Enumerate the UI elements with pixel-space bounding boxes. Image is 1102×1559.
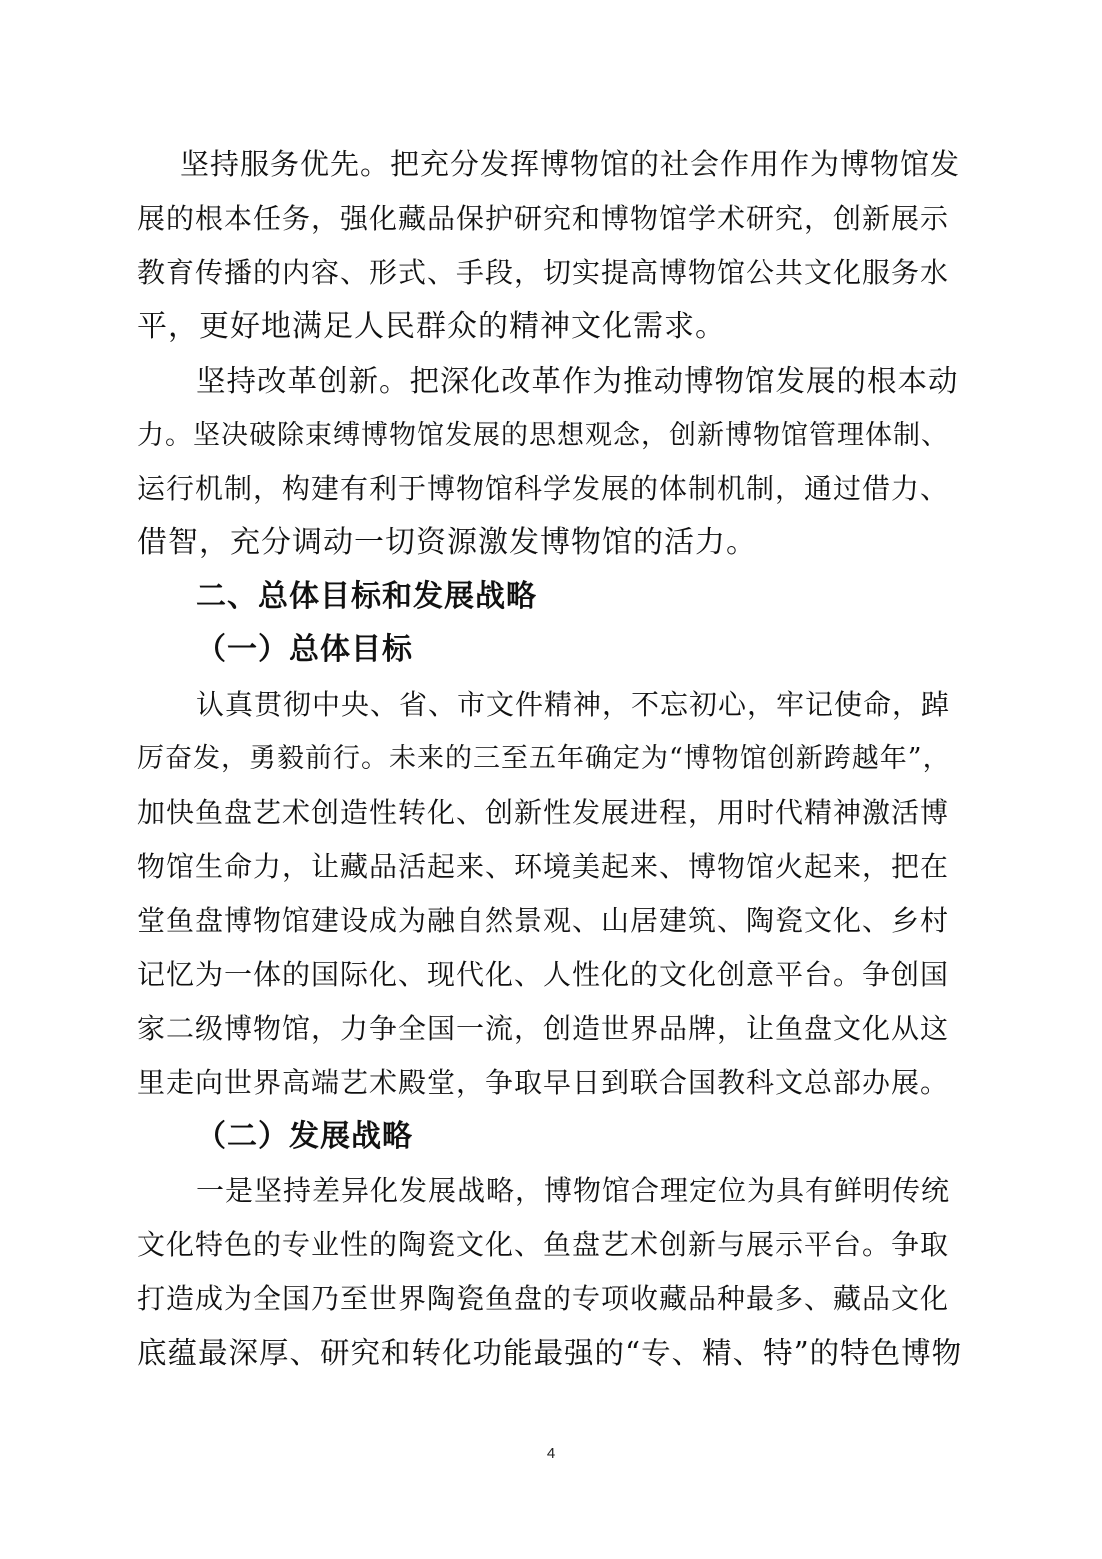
paragraph-line: 文化特色的专业性的陶瓷文化、鱼盘艺术创新与展示平台。争取 [137,1228,950,1261]
paragraph-line: 运行机制，构建有利于博物馆科学发展的体制机制，通过借力、 [137,472,950,505]
paragraph-line: 平，更好地满足人民群众的精神文化需求。 [137,309,726,344]
section-heading: 二、总体目标和发展战略 [196,579,537,614]
paragraph-line: 底蕴最深厚、研究和转化功能最强的“专、精、特”的特色博物 [137,1336,963,1370]
paragraph-line: 借智，充分调动一切资源激发博物馆的活力。 [137,525,757,560]
subsection-heading: （二）发展战略 [196,1119,413,1154]
paragraph-line: 堂鱼盘博物馆建设成为融自然景观、山居建筑、陶瓷文化、乡村 [137,904,950,937]
paragraph-line: 一是坚持差异化发展战略，博物馆合理定位为具有鲜明传统 [196,1174,951,1207]
paragraph-line: 里走向世界高端艺术殿堂，争取早日到联合国教科文总部办展。 [137,1066,950,1099]
paragraph-line: 教育传播的内容、形式、手段，切实提高博物馆公共文化服务水 [137,256,950,289]
paragraph-line: 坚持服务优先。把充分发挥博物馆的社会作用作为博物馆发 [180,147,961,181]
paragraph-line: 坚持改革创新。把深化改革作为推动博物馆发展的根本动 [196,364,959,398]
paragraph-line: 展的根本任务，强化藏品保护研究和博物馆学术研究，创新展示 [137,202,950,235]
paragraph-line: 加快鱼盘艺术创造性转化、创新性发展进程，用时代精神激活博 [137,796,950,829]
paragraph-line: 力。坚决破除束缚博物馆发展的思想观念，创新博物馆管理体制、 [137,420,949,451]
paragraph-line: 厉奋发，勇毅前行。未来的三至五年确定为“博物馆创新跨越年”， [137,743,951,774]
paragraph-line: 家二级博物馆，力争全国一流，创造世界品牌，让鱼盘文化从这 [137,1012,950,1045]
paragraph-line: 记忆为一体的国际化、现代化、人性化的文化创意平台。争创国 [137,958,950,991]
paragraph-line: 打造成为全国乃至世界陶瓷鱼盘的专项收藏品种最多、藏品文化 [137,1282,950,1315]
paragraph-line: 物馆生命力，让藏品活起来、环境美起来、博物馆火起来，把在 [137,850,950,883]
paragraph-line: 认真贯彻中央、省、市文件精神，不忘初心，牢记使命，踔 [196,688,951,721]
subsection-heading: （一）总体目标 [196,632,413,667]
page-number: 4 [546,1445,556,1462]
